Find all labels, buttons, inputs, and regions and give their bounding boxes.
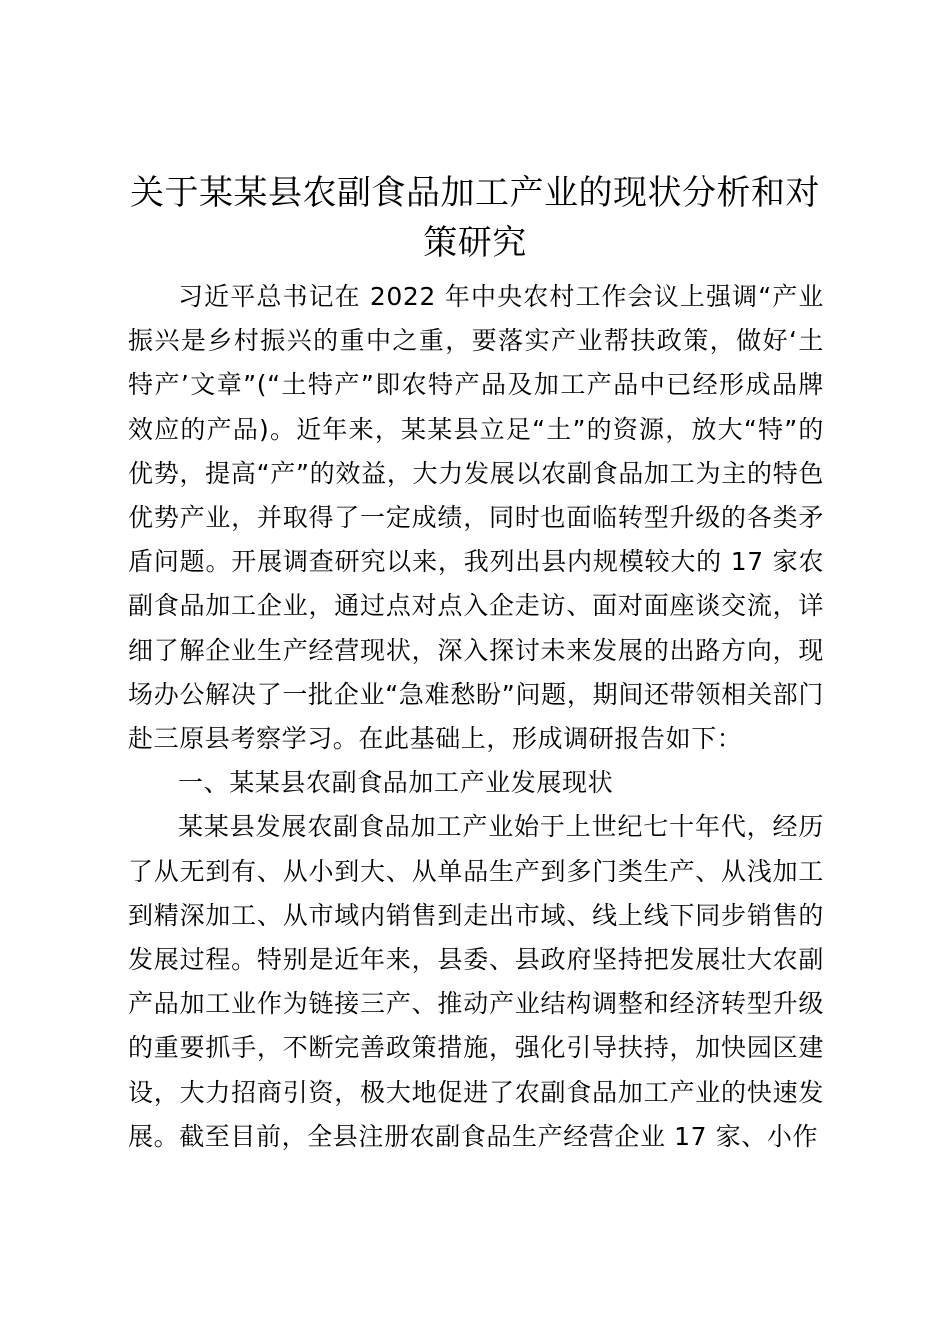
document-title: 关于某某县农副食品加工产业的现状分析和对策研究 — [130, 173, 820, 263]
section-heading-1: 一、某某县农副食品加工产业发展现状 — [178, 768, 614, 798]
paragraph-intro: 习近平总书记在 2022 年中央农村工作会议上强调“产业振兴是乡村振兴的重中之重，要落实产业帮扶政策，做好‘土特产’文章”(“土特产”即农特产品及加工产品中已经形成品牌效应的产品)。近年来，某某县立足“土”的资源，放大“特”的优势，提高“产”的效益，大力发展以农副食品加工为主的特色优势产业，并取得了一定成绩，同时也面临转型升级的各类矛盾问题。开展调查研究以来，我列出县内规模较大的 17 家农副食品加工企业，通过点对点入企走访、面对面座谈交流，详细了解企业生产经营现状，深入探讨未来发展的出路方向，现场办公解决了一批企业“急难愁盼”问题，期间还带领相关部门赴三原县考察学习。在此基础上，形成调研报告如下： — [128, 282, 824, 754]
paragraph-section-1: 某某县发展农副食品加工产业始于上世纪七十年代，经历了从无到有、从小到大、从单品生产到多门类生产、从浅加工到精深加工、从市域内销售到走出市域、线上线下同步销售的发展过程。特别是近年来，县委、县政府坚持把发展壮大农副产品加工业作为链接三产、推动产业结构调整和经济转型升级的重要抓手，不断完善政策措施，强化引导扶持，加快园区建设，大力招商引资，极大地促进了农副食品加工产业的快速发展。截至目前，全县注册农副食品生产经营企业 17 家、小作 — [128, 812, 824, 1151]
document-body — [128, 275, 824, 1159]
